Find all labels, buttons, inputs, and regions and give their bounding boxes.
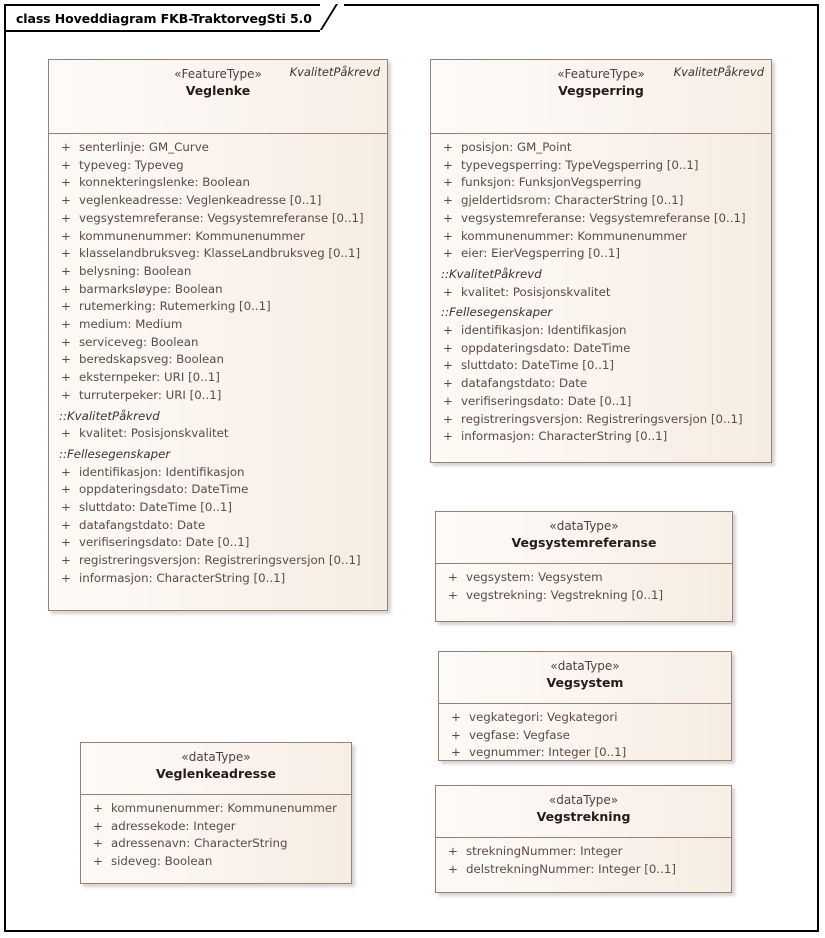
attribute-row xyxy=(431,375,771,393)
class-body-vegsperring xyxy=(431,134,771,452)
attribute-visibility: + xyxy=(61,175,71,190)
attribute-visibility: + xyxy=(61,317,71,332)
attribute-visibility: + xyxy=(61,553,71,568)
attribute-row xyxy=(49,192,387,210)
attribute-text: barmarksløype: Boolean xyxy=(79,281,223,296)
attribute-row xyxy=(49,481,387,499)
attribute-text: kommunenummer: Kommunenummer xyxy=(111,801,337,815)
attribute-text: kommunenummer: Kommunenummer xyxy=(79,228,305,243)
class-name: Vegstrekning xyxy=(536,809,631,824)
attribute-row xyxy=(49,464,387,482)
attribute-visibility: + xyxy=(443,411,453,426)
attribute-group-label: ::KvalitetPåkrevd xyxy=(441,266,542,281)
attribute-row xyxy=(431,139,771,157)
attribute-text: adressekode: Integer xyxy=(111,818,236,833)
class-stereotype: «dataType» xyxy=(181,750,251,764)
attribute-row xyxy=(431,245,771,263)
class-box-vegsystem[interactable] xyxy=(438,651,732,761)
attribute-text: verifiseringsdato: Date [0..1] xyxy=(461,393,632,408)
attribute-row xyxy=(49,570,387,588)
attribute-text: typeveg: Typeveg xyxy=(79,157,184,172)
attribute-text: serviceveg: Boolean xyxy=(79,334,199,349)
attribute-row xyxy=(436,569,732,587)
attribute-row xyxy=(431,284,771,302)
attribute-visibility: + xyxy=(448,844,458,858)
diagram-title-label: class Hoveddiagram FKB-TraktorvegSti 5.0 xyxy=(16,10,312,26)
attribute-visibility: + xyxy=(93,818,103,833)
attribute-visibility: + xyxy=(61,535,71,550)
class-body-vegsystem xyxy=(439,704,731,768)
attribute-text: oppdateringsdato: DateTime xyxy=(79,482,249,497)
attribute-row xyxy=(49,210,387,228)
attribute-text: vegkategori: Vegkategori xyxy=(469,710,618,724)
attribute-visibility: + xyxy=(443,376,453,391)
class-header-veglenke xyxy=(49,60,387,134)
attribute-text: eier: EierVegsperring [0..1] xyxy=(461,246,620,261)
attribute-visibility: + xyxy=(448,861,458,876)
attribute-visibility: + xyxy=(443,228,453,243)
attribute-visibility: + xyxy=(93,854,103,869)
attribute-row xyxy=(81,835,351,853)
attribute-row xyxy=(436,843,731,861)
attribute-visibility: + xyxy=(443,340,453,355)
attribute-text: oppdateringsdato: DateTime xyxy=(461,340,631,355)
attribute-row xyxy=(49,334,387,352)
attribute-group-label: ::Fellesegenskaper xyxy=(59,446,171,461)
class-stereotype: «dataType» xyxy=(549,519,619,533)
attribute-row xyxy=(81,800,351,818)
attribute-text: posisjon: GM_Point xyxy=(461,140,572,154)
attribute-visibility: + xyxy=(448,570,458,584)
attribute-text: vegstrekning: Vegstrekning [0..1] xyxy=(466,587,664,602)
class-stereotype: «dataType» xyxy=(548,793,619,807)
class-stereotype: «FeatureType» xyxy=(174,67,262,81)
diagram-title-tab xyxy=(4,4,344,32)
attribute-text: vegnummer: Integer [0..1] xyxy=(469,745,627,760)
class-tagline: KvalitetPåkrevd xyxy=(289,65,380,79)
attribute-text: rutemerking: Rutemerking [0..1] xyxy=(79,299,271,314)
attribute-text: informasjon: CharacterString [0..1] xyxy=(461,429,668,444)
attribute-text: sluttdato: DateTime [0..1] xyxy=(461,358,614,373)
attribute-visibility: + xyxy=(61,352,71,367)
attribute-visibility: + xyxy=(93,836,103,851)
attribute-text: sluttdato: DateTime [0..1] xyxy=(79,500,232,515)
class-box-vegsperring[interactable] xyxy=(430,59,772,463)
attribute-row xyxy=(81,853,351,871)
attribute-text: konnekteringslenke: Boolean xyxy=(79,175,250,190)
attribute-group-label: ::Fellesegenskaper xyxy=(441,305,553,320)
class-body-veglenkeadresse xyxy=(81,795,351,877)
attribute-text: registreringsversjon: Registreringsversjon [0..1] xyxy=(79,553,361,568)
class-header-veglenkeadresse xyxy=(81,743,351,795)
attribute-text: belysning: Boolean xyxy=(79,263,192,278)
attribute-visibility: + xyxy=(443,175,453,190)
attribute-row xyxy=(49,534,387,552)
attribute-visibility: + xyxy=(61,517,71,532)
class-header-vegstrekning xyxy=(436,786,731,838)
attribute-visibility: + xyxy=(443,140,453,154)
class-stereotype: «dataType» xyxy=(550,659,620,673)
attribute-text: adressenavn: CharacterString xyxy=(111,836,288,851)
attribute-row xyxy=(49,245,387,263)
attribute-visibility: + xyxy=(61,464,71,479)
attribute-visibility: + xyxy=(451,710,461,724)
attribute-row xyxy=(439,709,731,727)
class-name: Vegsystem xyxy=(546,675,624,690)
attribute-text: registreringsversjon: Registreringsversjon [0..1] xyxy=(461,411,743,426)
attribute-text: vegsystemreferanse: Vegsystemreferanse [0..1] xyxy=(461,210,746,225)
attribute-visibility: + xyxy=(448,587,458,602)
attribute-visibility: + xyxy=(61,228,71,243)
attribute-visibility: + xyxy=(443,358,453,373)
attribute-row xyxy=(49,281,387,299)
attribute-row xyxy=(81,818,351,836)
attribute-visibility: + xyxy=(443,157,453,172)
attribute-row xyxy=(49,517,387,535)
class-body-veglenke xyxy=(49,134,387,594)
attribute-visibility: + xyxy=(61,334,71,349)
attribute-visibility: + xyxy=(61,140,71,154)
attribute-text: medium: Medium xyxy=(79,317,183,332)
attribute-row xyxy=(49,157,387,175)
class-box-veglenkeadresse[interactable] xyxy=(80,742,352,884)
attribute-visibility: + xyxy=(61,246,71,261)
class-stereotype: «FeatureType» xyxy=(557,67,645,81)
class-box-veglenke[interactable] xyxy=(48,59,388,611)
attribute-row xyxy=(431,210,771,228)
attribute-text: vegsystemreferanse: Vegsystemreferanse [0..1] xyxy=(79,210,364,225)
attribute-row xyxy=(49,425,387,443)
class-header-vegsperring xyxy=(431,60,771,134)
attribute-visibility: + xyxy=(61,193,71,208)
attribute-row xyxy=(431,428,771,446)
attribute-text: typevegsperring: TypeVegsperring [0..1] xyxy=(461,157,699,172)
attribute-text: kvalitet: Posisjonskvalitet xyxy=(79,426,229,441)
class-name: Vegsystemreferanse xyxy=(511,535,657,550)
class-tagline: KvalitetPåkrevd xyxy=(673,65,764,79)
attribute-row xyxy=(431,357,771,375)
attribute-text: vegsystem: Vegsystem xyxy=(466,570,603,584)
attribute-row xyxy=(49,228,387,246)
attribute-visibility: + xyxy=(443,193,453,208)
attribute-text: senterlinje: GM_Curve xyxy=(79,140,209,154)
attribute-text: verifiseringsdato: Date [0..1] xyxy=(79,535,250,550)
attribute-row xyxy=(49,369,387,387)
attribute-row xyxy=(49,263,387,281)
attribute-row xyxy=(436,587,732,605)
class-box-vegsystemreferanse[interactable] xyxy=(435,511,733,622)
attribute-visibility: + xyxy=(61,426,71,441)
attribute-visibility: + xyxy=(61,482,71,497)
diagram-title-tab-slant xyxy=(320,4,344,32)
attribute-group-label: ::KvalitetPåkrevd xyxy=(59,408,160,423)
attribute-text: turruterpeker: URI [0..1] xyxy=(79,387,222,402)
attribute-row xyxy=(431,228,771,246)
attribute-row xyxy=(439,727,731,745)
attribute-visibility: + xyxy=(443,284,453,299)
attribute-row xyxy=(49,552,387,570)
attribute-text: informasjon: CharacterString [0..1] xyxy=(79,570,286,585)
attribute-visibility: + xyxy=(443,323,453,338)
attribute-text: beredskapsveg: Boolean xyxy=(79,352,224,367)
attribute-text: eksternpeker: URI [0..1] xyxy=(79,370,220,385)
attribute-visibility: + xyxy=(451,745,461,760)
class-name: Veglenkeadresse xyxy=(156,766,276,781)
attribute-row xyxy=(49,174,387,192)
attribute-text: delstrekningNummer: Integer [0..1] xyxy=(466,861,677,876)
attribute-visibility: + xyxy=(443,429,453,444)
attribute-text: vegfase: Vegfase xyxy=(469,727,570,742)
attribute-row xyxy=(49,499,387,517)
attribute-row xyxy=(49,316,387,334)
attribute-text: kommunenummer: Kommunenummer xyxy=(461,228,687,243)
class-body-vegsystemreferanse xyxy=(436,564,732,610)
attribute-text: identifikasjon: Identifikasjon xyxy=(79,464,245,479)
attribute-visibility: + xyxy=(93,801,103,815)
attribute-row xyxy=(49,387,387,405)
attribute-row xyxy=(439,744,731,762)
attribute-visibility: + xyxy=(61,570,71,585)
attribute-visibility: + xyxy=(451,727,461,742)
class-header-vegsystem xyxy=(439,652,731,704)
attribute-row xyxy=(436,861,731,879)
attribute-visibility: + xyxy=(61,299,71,314)
attribute-row xyxy=(431,157,771,175)
attribute-visibility: + xyxy=(443,210,453,225)
attribute-text: gjeldertidsrom: CharacterString [0..1] xyxy=(461,193,684,208)
class-body-vegstrekning xyxy=(436,838,731,884)
attribute-text: kvalitet: Posisjonskvalitet xyxy=(461,284,611,299)
attribute-text: datafangstdato: Date xyxy=(461,376,588,391)
class-name: Vegsperring xyxy=(558,83,644,98)
attribute-row xyxy=(49,298,387,316)
attribute-text: klasselandbruksveg: KlasseLandbruksveg [0..1] xyxy=(79,246,361,261)
attribute-visibility: + xyxy=(61,263,71,278)
attribute-visibility: + xyxy=(61,281,71,296)
attribute-visibility: + xyxy=(61,370,71,385)
attribute-visibility: + xyxy=(443,246,453,261)
attribute-row xyxy=(49,139,387,157)
attribute-row xyxy=(431,411,771,429)
attribute-visibility: + xyxy=(61,500,71,515)
attribute-visibility: + xyxy=(61,210,71,225)
attribute-text: funksjon: FunksjonVegsperring xyxy=(461,175,642,190)
attribute-visibility: + xyxy=(443,393,453,408)
attribute-row xyxy=(431,322,771,340)
class-header-vegsystemreferanse xyxy=(436,512,732,564)
attribute-row xyxy=(49,351,387,369)
attribute-row xyxy=(431,192,771,210)
attribute-row xyxy=(431,393,771,411)
attribute-text: sideveg: Boolean xyxy=(111,854,213,869)
attribute-text: veglenkeadresse: Veglenkeadresse [0..1] xyxy=(79,193,322,208)
attribute-visibility: + xyxy=(61,387,71,402)
attribute-text: datafangstdato: Date xyxy=(79,517,206,532)
diagram-title-tab-body xyxy=(4,4,320,32)
attribute-row xyxy=(431,174,771,192)
attribute-row xyxy=(431,340,771,358)
attribute-visibility: + xyxy=(61,157,71,172)
class-box-vegstrekning[interactable] xyxy=(435,785,732,893)
attribute-text: strekningNummer: Integer xyxy=(466,844,623,858)
class-name: Veglenke xyxy=(185,83,251,98)
attribute-text: identifikasjon: Identifikasjon xyxy=(461,323,627,338)
